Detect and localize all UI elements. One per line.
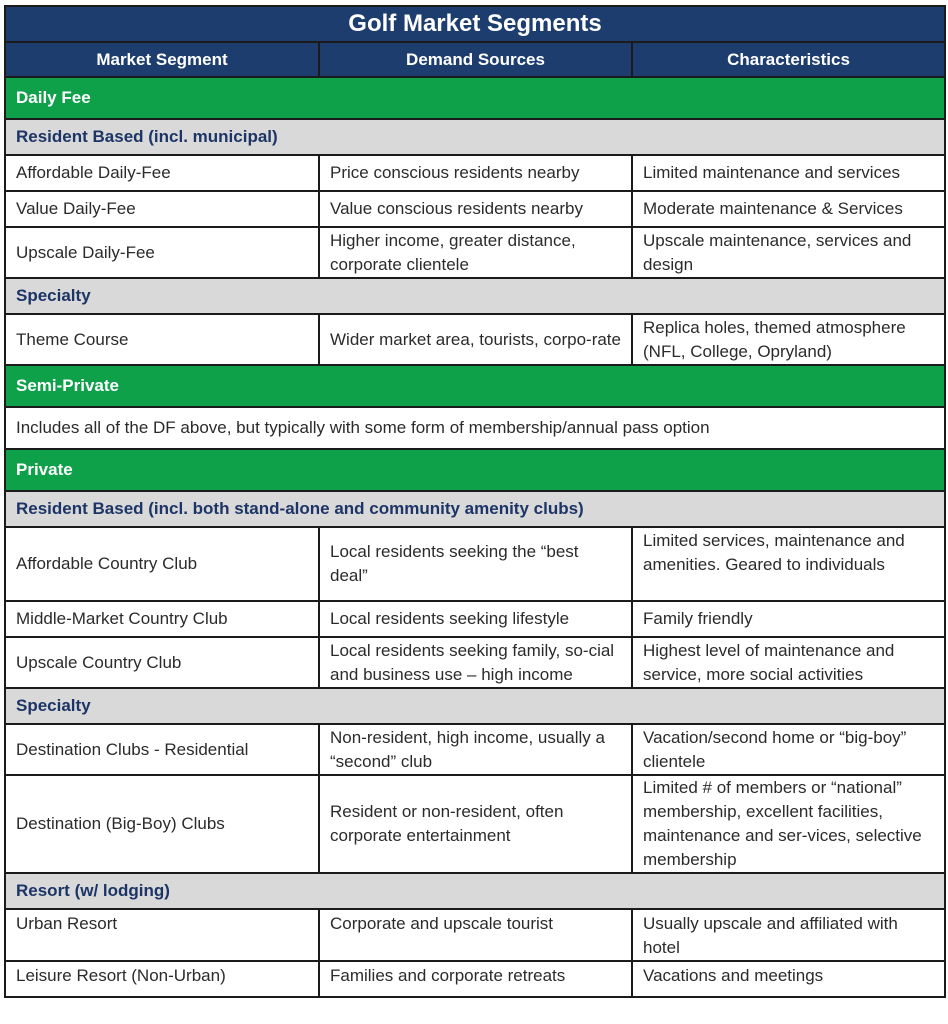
cell-demand: Resident or non-resident, often corporate entertainment — [319, 775, 632, 873]
subsection-row — [5, 873, 945, 909]
table-row — [5, 909, 945, 961]
section-row-private — [5, 449, 945, 491]
cell-segment: Destination Clubs - Residential — [5, 724, 319, 775]
semi-private-note: Includes all of the DF above, but typically with some form of membership/annual pass option — [5, 407, 945, 449]
cell-characteristics: Limited services, maintenance and amenities. Geared to individuals — [632, 527, 945, 601]
table-row — [5, 637, 945, 688]
cell-characteristics: Replica holes, themed atmosphere (NFL, College, Opryland) — [632, 314, 945, 365]
cell-characteristics: Usually upscale and affiliated with hotel — [632, 909, 945, 961]
column-header-characteristics: Characteristics — [632, 42, 945, 77]
cell-demand: Local residents seeking family, so-cial and business use – high income — [319, 637, 632, 688]
cell-characteristics: Upscale maintenance, services and design — [632, 227, 945, 278]
subsection-label: Specialty — [5, 278, 945, 314]
column-header-row — [5, 42, 945, 77]
table-title: Golf Market Segments — [5, 6, 945, 42]
cell-segment: Middle-Market Country Club — [5, 601, 319, 637]
cell-segment: Upscale Country Club — [5, 637, 319, 688]
subsection-label: Resident Based (incl. municipal) — [5, 119, 945, 155]
cell-demand: Local residents seeking the “best deal” — [319, 527, 632, 601]
section-label: Daily Fee — [5, 77, 945, 119]
subsection-label: Resident Based (incl. both stand-alone and community amenity clubs) — [5, 491, 945, 527]
section-label: Semi-Private — [5, 365, 945, 407]
cell-segment: Value Daily-Fee — [5, 191, 319, 227]
table-row — [5, 155, 945, 191]
cell-demand: Higher income, greater distance, corporate clientele — [319, 227, 632, 278]
cell-demand: Families and corporate retreats — [319, 961, 632, 997]
subsection-row — [5, 688, 945, 724]
section-row-daily-fee — [5, 77, 945, 119]
subsection-row — [5, 119, 945, 155]
cell-characteristics: Limited maintenance and services — [632, 155, 945, 191]
cell-segment: Upscale Daily-Fee — [5, 227, 319, 278]
cell-demand: Non-resident, high income, usually a “second” club — [319, 724, 632, 775]
cell-characteristics: Limited # of members or “national” membership, excellent facilities, maintenance and ser-vices, selective membership — [632, 775, 945, 873]
table-row — [5, 527, 945, 601]
cell-segment: Urban Resort — [5, 909, 319, 961]
cell-demand: Wider market area, tourists, corpo-rate — [319, 314, 632, 365]
table-row — [5, 601, 945, 637]
cell-demand: Local residents seeking lifestyle — [319, 601, 632, 637]
cell-characteristics: Vacations and meetings — [632, 961, 945, 997]
cell-characteristics: Highest level of maintenance and service, more social activities — [632, 637, 945, 688]
cell-segment: Theme Course — [5, 314, 319, 365]
section-label: Private — [5, 449, 945, 491]
column-header-market-segment: Market Segment — [5, 42, 319, 77]
section-row-semi-private — [5, 365, 945, 407]
cell-demand: Value conscious residents nearby — [319, 191, 632, 227]
table-row — [5, 775, 945, 873]
table-row-note — [5, 407, 945, 449]
table-row — [5, 961, 945, 997]
table-row — [5, 314, 945, 365]
cell-segment: Destination (Big-Boy) Clubs — [5, 775, 319, 873]
table-row — [5, 724, 945, 775]
golf-segments-table — [4, 5, 946, 998]
subsection-label: Specialty — [5, 688, 945, 724]
cell-characteristics: Family friendly — [632, 601, 945, 637]
subsection-row — [5, 278, 945, 314]
table-row — [5, 191, 945, 227]
column-header-demand-sources: Demand Sources — [319, 42, 632, 77]
cell-demand: Corporate and upscale tourist — [319, 909, 632, 961]
cell-characteristics: Moderate maintenance & Services — [632, 191, 945, 227]
subsection-label: Resort (w/ lodging) — [5, 873, 945, 909]
cell-segment: Affordable Country Club — [5, 527, 319, 601]
cell-demand: Price conscious residents nearby — [319, 155, 632, 191]
cell-segment: Leisure Resort (Non-Urban) — [5, 961, 319, 997]
cell-segment: Affordable Daily-Fee — [5, 155, 319, 191]
cell-characteristics: Vacation/second home or “big-boy” clientele — [632, 724, 945, 775]
table-row — [5, 227, 945, 278]
golf-segments-table-wrapper — [4, 5, 944, 998]
subsection-row — [5, 491, 945, 527]
